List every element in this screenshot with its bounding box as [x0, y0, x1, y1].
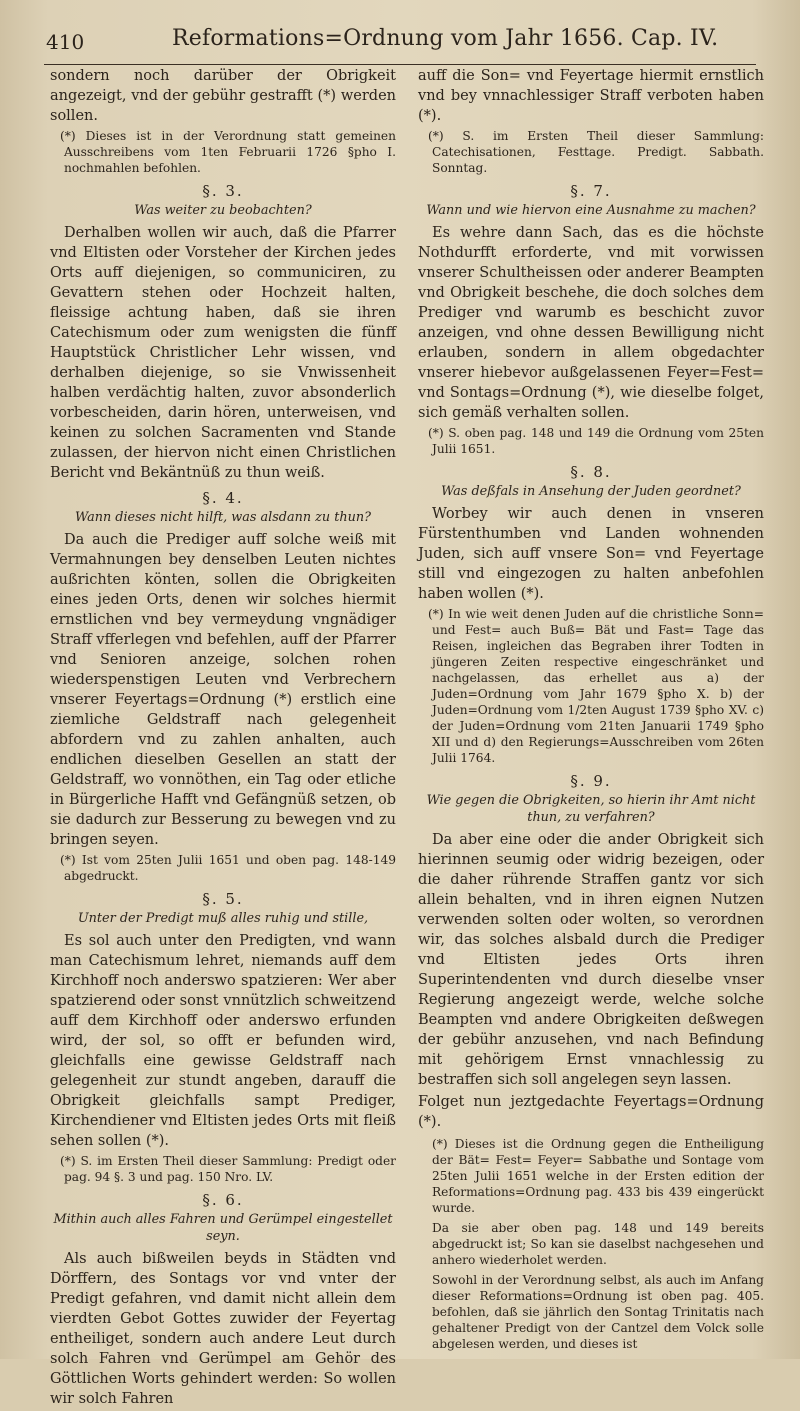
paragraph: Da aber eine oder die ander Obrigkeit sich hierinnen seumig oder widrig bezeigen, oder die daher rührende Straffen gantz vor sich allein behalten, vnd in ihren eignen Nutzen verwenden solten oder wolten, so verordnen wir, das solches alsbald durch die Prediger vnd Eltisten jedes Orts ihren Superintendenten vnd durch dieselbe vnser Regierung angezeigt werde, welche solche Beampten vnd andere Obrigkeiten deßwegen der gebühr anzusehen, vnd nach Befindung mit gehörigem Ernst vnnachlessig zu bestraffen sich soll angelegen seyn lassen.	[418, 832, 764, 1088]
paragraph: sondern noch darüber der Obrigkeit angezeigt, vnd der gebühr gestrafft (*) werden sollen.	[50, 68, 396, 124]
footnote: Da sie aber oben pag. 148 und 149 bereits abgedruckt ist; So kan sie daselbst nachgesehen und anhero wiederholet werden.	[432, 1221, 764, 1267]
section-question: Mithin auch alles Fahren und Gerümpel eingestellet seyn.	[53, 1212, 393, 1244]
section-heading: §. 9.	[570, 772, 612, 790]
section-question: Wann und wie hiervon eine Ausnahme zu machen?	[426, 203, 756, 218]
footnote: (*) S. oben pag. 148 und 149 die Ordnung vom 25ten Julii 1651.	[428, 426, 764, 456]
paragraph: Folget nun jeztgedachte Feyertags=Ordnung (*).	[418, 1094, 764, 1130]
footnote: (*) Dieses ist in der Verordnung statt gemeinen Ausschreibens vom 1ten Februarii 1726 §pho I. nochmahlen befohlen.	[60, 129, 396, 175]
section-question: Was weiter zu beobachten?	[134, 203, 312, 218]
page-number: 410	[46, 30, 85, 54]
paragraph: Es wehre dann Sach, das es die höchste Nothdurfft erforderte, vnd mit vorwissen vnserer Schultheissen oder anderer Beampten vnd Obrigkeit beschehe, die doch solches dem Prediger vnd warumb es beschicht zuvor anzeigen, vnd ohne dessen Bewilligung nicht erlauben, sondern in allem obgedachter vnserer hiebevor außgelassenen Feyer=Fest= vnd Sontags=Ordnung (*), wie dieselbe folget, sich gemäß verhalten sollen.	[418, 225, 764, 421]
paragraph: Als auch bißweilen beyds in Städten vnd Dörffern, des Sontags vor vnd vnter der Predigt gefahren, vnd damit nicht allein dem vierdten Gebot Gottes zuwider der Feyertag entheiliget, sondern auch andere Leut durch solch Fahren vnd Gerümpel am Gehör des Göttlichen Worts gehindert werden: So wollen wir solch Fahren	[50, 1251, 396, 1407]
section-heading: §. 6.	[202, 1191, 244, 1209]
section-heading: §. 4.	[202, 489, 244, 507]
section-heading: §. 5.	[202, 890, 244, 908]
paragraph: Da auch die Prediger auff solche weiß mit Vermahnungen bey denselben Leuten nichtes außrichten könten, sollen die Obrigkeiten eines jeden Orts, denen wir solches hiermit ernstlichen vnd bey vermeydung vngnädiger Straff vfferlegen vnd befehlen, auff der Pfarrer vnd Senioren anzeige, solchen rohen wiederspenstigen Leuten vnd Verbrechern vnserer Feyertags=Ordnung (*) erstlich eine ziemliche Geldstraff nach gelegenheit abfordern vnd zu zahlen anhalten, auch endlichen dieselben Gesellen an statt der Geldstraff, wo vonnöthen, ein Tag oder etliche in Bürgerliche Hafft vnd Gefängnüß setzen, ob sie dadurch zur Besserung zu bewegen vnd zu bringen seyen.	[50, 532, 396, 848]
footnote: Sowohl in der Verordnung selbst, als auch im Anfang dieser Reformations=Ordnung ist oben pag. 405. befohlen, daß sie jährlich den Sontag Trinitatis nach gehaltener Predigt von der Cantzel dem Volck solle abgelesen werden, und dieses ist	[432, 1273, 764, 1351]
paragraph: Derhalben wollen wir auch, daß die Pfarrer vnd Eltisten oder Vorsteher der Kirchen jedes Orts auff diejenigen, so communiciren, zu Gevattern stehen oder Hochzeit halten, fleissige achtung haben, daß sie ihren Catechismum oder zum wenigsten die fünff Hauptstück Christlicher Lehr wissen, vnd derhalben diejenige, so sie Vnwissenheit halben verdächtig halten, zuvor absonderlich vorbescheiden, darin hören, unterweisen, vnd keinen zu solchen Sacramenten vnd Stande zulassen, der hiervon nicht einen Christlichen Bericht vnd Bekäntnüß zu thun weiß.	[50, 225, 396, 481]
right-column	[418, 66, 764, 1355]
footnote: (*) In wie weit denen Juden auf die christliche Sonn= und Fest= auch Buß= Bät und Fast= Tage das Reisen, ingleichen das Begraben ihrer Todten in jüngeren Zeiten respective eingeschränket und nachgelassen, das erhellet aus a) der Juden=Ordnung vom Jahr 1679 §pho X. b) der Juden=Ordnung vom 1/2ten August 1739 §pho XV. c) der Juden=Ordnung vom 21ten Januarii 1749 §pho XII und d) den Regierungs=Ausschreiben vom 26ten Julii 1764.	[428, 607, 764, 765]
section-question: Wie gegen die Obrigkeiten, so hierin ihr Amt nicht thun, zu verfahren?	[426, 793, 756, 825]
section-question: Wann dieses nicht hilft, was alsdann zu thun?	[75, 510, 371, 525]
footnote: (*) Ist vom 25ten Julii 1651 und oben pag. 148-149 abgedruckt.	[60, 853, 396, 883]
section-question: Unter der Predigt muß alles ruhig und stille,	[77, 911, 369, 926]
left-column	[50, 66, 396, 1411]
footnote: (*) S. im Ersten Theil dieser Sammlung: Catechisationen, Festtage. Predigt. Sabbath. Sonntag.	[428, 129, 764, 175]
footnote: (*) Dieses ist die Ordnung gegen die Entheiligung der Bät= Fest= Feyer= Sabbathe und Sontage vom 25ten Julii 1651 welche in der Ersten edition der Reformations=Ordnung pag. 433 bis 439 eingerückt wurde.	[432, 1137, 764, 1215]
paragraph: Worbey wir auch denen in vnseren Fürstenthumben vnd Landen wohnenden Juden, sich auff vnsere Son= vnd Feyertage still vnd eingezogen zu halten anbefohlen haben wollen (*).	[418, 506, 764, 602]
section-heading: §. 7.	[570, 182, 612, 200]
section-question: Was deßfals in Ansehung der Juden geordnet?	[441, 484, 741, 499]
running-title: Reformations=Ordnung vom Jahr 1656. Cap. IV.	[172, 26, 719, 51]
section-heading: §. 8.	[570, 463, 612, 481]
section-heading: §. 3.	[202, 182, 244, 200]
footnote: (*) S. im Ersten Theil dieser Sammlung: Predigt oder pag. 94 §. 3 und pag. 150 Nro. LV.	[60, 1154, 396, 1184]
paragraph: Es sol auch unter den Predigten, vnd wann man Catechismum lehret, niemands auff dem Kirchhoff noch anderswo spatzieren: Wer aber spatzierend oder sonst vnnützlich schweitzend auff dem Kirchhoff oder anderswo erfunden wird, der sol, so offt er befunden wird, gleichfalls eine gewisse Geldstraff nach gelegenheit zur stundt angeben, darauff die Obrigkeit gleichfalls sampt Prediger, Kirchendiener vnd Eltisten jedes Orts mit fleiß sehen sollen (*).	[50, 933, 396, 1149]
page-header	[44, 24, 756, 65]
paragraph: auff die Son= vnd Feyertage hiermit ernstlich vnd bey vnnachlessiger Straff verboten haben (*).	[418, 68, 764, 124]
